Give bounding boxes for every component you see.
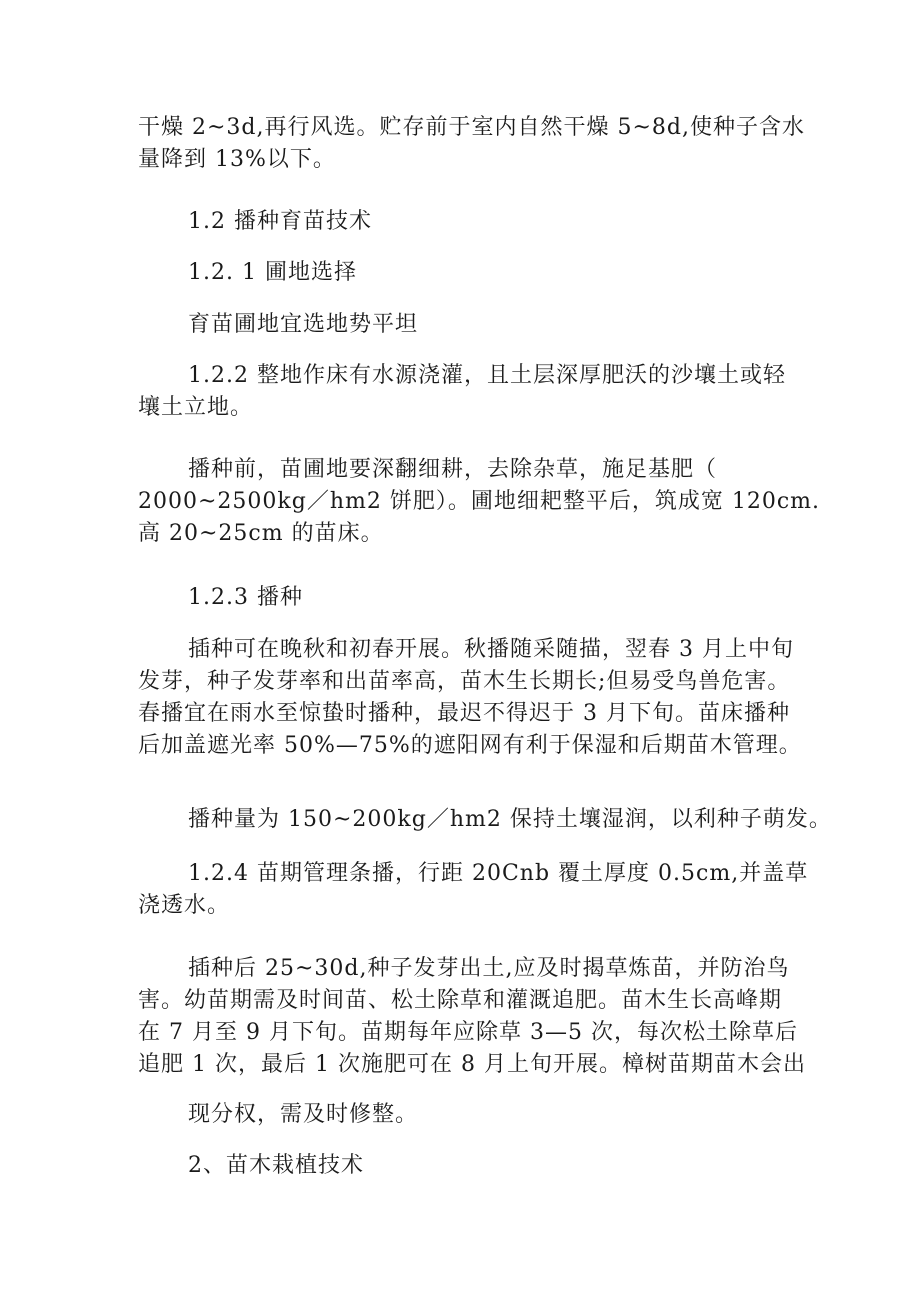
text-line: 干燥 2~3d,再行风选。贮存前于室内自然干燥 5~8d,使种子含水 [138, 115, 805, 140]
text-line: 1.2.3 播种 [188, 585, 303, 610]
heading-sowing [138, 582, 790, 614]
text-line: 发芽，种子发芽率和出苗率高，苗木生长期长;但易受鸟兽危害。 [138, 669, 791, 694]
paragraph-seed-drying [138, 112, 805, 176]
text-line: 春播宜在雨水至惊蛰时播种，最迟不得迟于 3 月下旬。苗床播种 [138, 701, 790, 726]
text-line: 播种量为 150~200kg／hm2 保持土壤湿润，以利种子萌发。 [188, 807, 832, 832]
text-line: 播种前，苗圃地要深翻细耕，去除杂草，施足基肥（ [188, 457, 718, 482]
text-line: 1.2. 1 圃地选择 [188, 260, 357, 285]
text-line: 插种后 25~30d,种子发芽出土,应及时揭草炼苗，并防治鸟 [188, 956, 790, 981]
text-line: 育苗圃地宜选地势平坦 [188, 312, 419, 337]
text-line: 现分权，需及时修整。 [188, 1102, 419, 1127]
text-line: 追肥 1 次，最后 1 次施肥可在 8 月上旬开展。樟树苗期苗木会出 [138, 1052, 806, 1077]
text-line: 害。幼苗期需及时间苗、松土除草和灌溉追肥。苗木生长高峰期 [138, 988, 783, 1013]
paragraph-bed-preparation [138, 360, 790, 424]
paragraph-germination-care [138, 953, 806, 1081]
paragraph-sowing-season [138, 634, 802, 762]
text-line: 1.2 播种育苗技术 [188, 209, 372, 234]
paragraph-nursery-terrain [138, 309, 790, 341]
paragraph-before-sowing [138, 454, 821, 550]
text-line: 插种可在晚秋和初春开展。秋播随采随描，翌春 3 月上中旬 [188, 637, 794, 662]
paragraph-sowing-amount [138, 804, 832, 836]
text-line: 1.2.2 整地作床有水源浇灌，且土层深厚肥沃的沙壤土或轻 [188, 363, 786, 388]
text-line: 后加盖遮光率 50%—75%的遮阳网有利于保湿和后期苗木管理。 [138, 733, 802, 758]
paragraph-branch-trimming [138, 1099, 790, 1131]
text-line: 浇透水。 [138, 893, 231, 918]
heading-nursery-selection [138, 257, 790, 289]
text-line: 在 7 月至 9 月下旬。苗期每年应除草 3—5 次，每次松土除草后 [138, 1020, 798, 1045]
heading-planting-technique [138, 1150, 790, 1182]
text-line: 1.2.4 苗期管理条播，行距 20Cnb 覆土厚度 0.5cm,并盖草 [188, 861, 809, 886]
paragraph-seedling-management [138, 858, 809, 922]
heading-sowing-technique [138, 206, 790, 238]
text-line: 2、苗木栽植技术 [188, 1153, 364, 1178]
text-line: 高 20~25cm 的苗床。 [138, 521, 384, 546]
text-line: 壤土立地。 [138, 395, 254, 420]
text-line: 2000~2500kg／hm2 饼肥）。圃地细耙整平后，筑成宽 120cm. [138, 489, 821, 514]
text-line: 量降到 13%以下。 [138, 147, 336, 172]
